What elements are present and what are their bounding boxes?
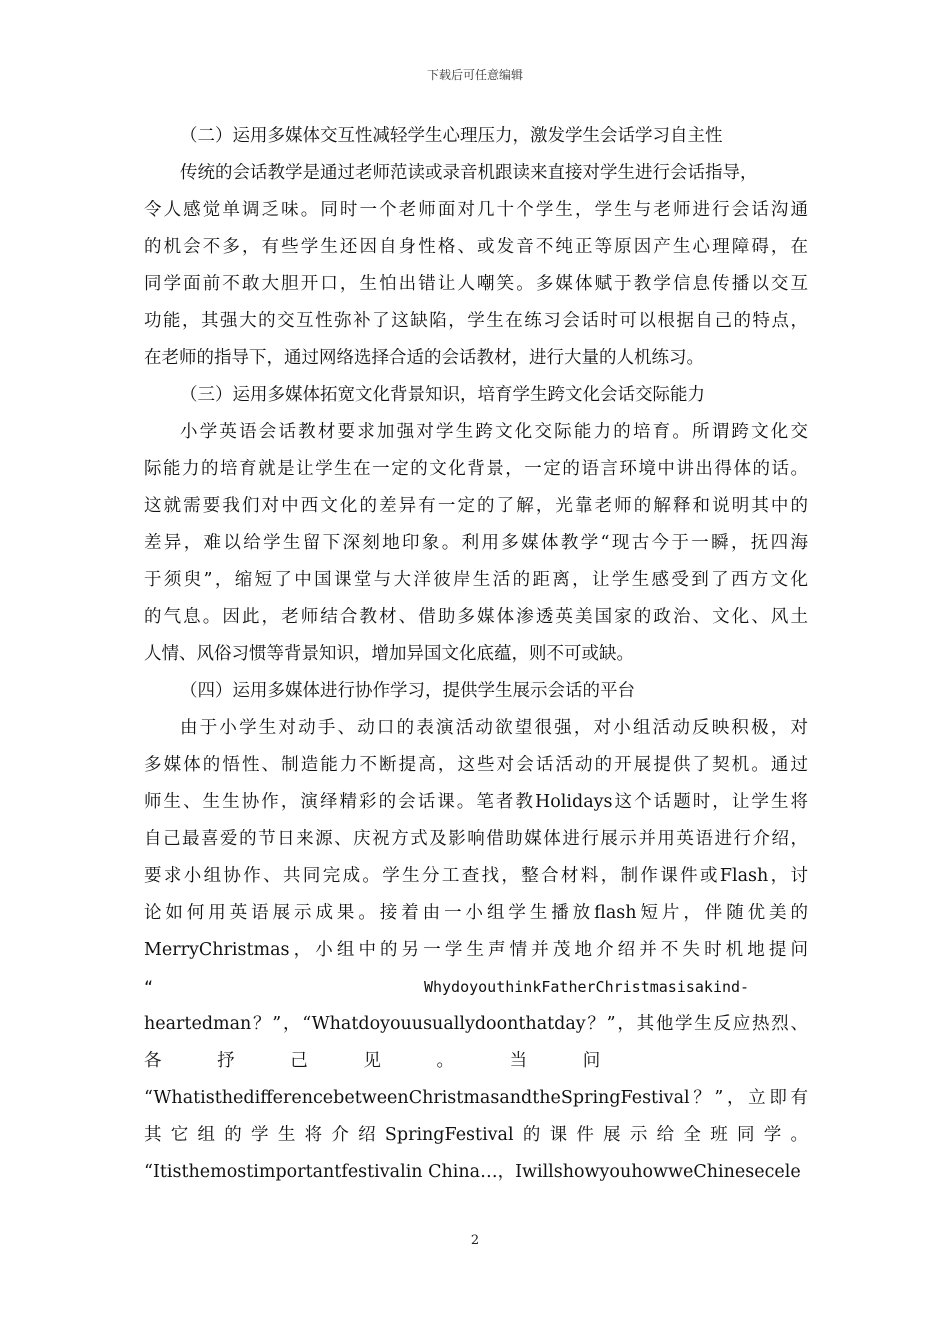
paragraph-line: MerryChristmas，小组中的另一学生声情并茂地介绍并不失时机地提问 xyxy=(144,940,808,960)
document-body xyxy=(144,118,808,1191)
paragraph-line: 于须臾”，缩短了中国课堂与大洋彼岸生活的距离，让学生感受到了西方文化 xyxy=(144,570,808,590)
paragraph-line: 功能，其强大的交互性弥补了这缺陷，学生在练习会话时可以根据自己的特点， xyxy=(144,311,808,331)
paragraph-line: 各 抒 己 见 。 当 问 xyxy=(144,1051,601,1071)
paragraph-line: 这就需要我们对中西文化的差异有一定的了解，光靠老师的解释和说明其中的 xyxy=(144,496,808,516)
section-heading-4: （四）运用多媒体进行协作学习，提供学生展示会话的平台 xyxy=(180,681,635,701)
section-heading-2: （二）运用多媒体交互性减轻学生心理压力，激发学生会话学习自主性 xyxy=(180,126,723,146)
paragraph-line: “Itisthemostimportantfestivalin China…，IwillshowyouhowweChinesecele xyxy=(144,1162,801,1182)
paragraph-line: 由于小学生对动手、动口的表演活动欲望很强，对小组活动反映积极，对 xyxy=(180,718,808,738)
paragraph-line: 自己最喜爱的节日来源、庆祝方式及影响借助媒体进行展示并用英语进行介绍， xyxy=(144,829,808,849)
paragraph-line: 要求小组协作、共同完成。学生分工查找，整合材料，制作课件或Flash，讨 xyxy=(144,866,808,886)
paragraph-line: 论如何用英语展示成果。接着由一小组学生播放flash短片，伴随优美的 xyxy=(144,903,808,923)
page-header: 下载后可任意编辑 xyxy=(426,68,523,82)
page-number: 2 xyxy=(470,1233,480,1248)
paragraph-line: 同学面前不敢大胆开口，生怕出错让人嘲笑。多媒体赋于教学信息传播以交互 xyxy=(144,274,808,294)
paragraph-line: 多媒体的悟性、制造能力不断提高，这些对会话活动的开展提供了契机。通过 xyxy=(144,755,808,775)
paragraph-line: heartedman？”，“Whatdoyouusuallydoonthatday？”，其他学生反应热烈、 xyxy=(144,1014,808,1034)
paragraph-line: “ WhydoyouthinkFatherChristmasisakind- xyxy=(144,978,750,996)
paragraph-line: 其它组的学生将介绍SpringFestival的课件展示给全班同学。 xyxy=(144,1125,808,1145)
paragraph-line: 的机会不多，有些学生还因自身性格、或发音不纯正等原因产生心理障碍，在 xyxy=(144,237,808,257)
paragraph-line: “WhatisthedifferencebetweenChristmasandtheSpringFestival？”，立即有 xyxy=(144,1088,808,1108)
paragraph-line: 的气息。因此，老师结合教材、借助多媒体渗透英美国家的政治、文化、风土 xyxy=(144,607,808,627)
paragraph-line: 际能力的培育就是让学生在一定的文化背景，一定的语言环境中讲出得体的话。 xyxy=(144,459,808,479)
paragraph-line: 令人感觉单调乏味。同时一个老师面对几十个学生，学生与老师进行会话沟通 xyxy=(144,200,808,220)
paragraph-line: 师生、生生协作，演绎精彩的会话课。笔者教Holidays这个话题时，让学生将 xyxy=(144,792,808,812)
paragraph-line: 小学英语会话教材要求加强对学生跨文化交际能力的培育。所谓跨文化交 xyxy=(180,422,808,442)
section-heading-3: （三）运用多媒体拓宽文化背景知识，培育学生跨文化会话交际能力 xyxy=(180,385,705,405)
paragraph-line: 在老师的指导下，通过网络选择合适的会话教材，进行大量的人机练习。 xyxy=(144,348,704,368)
paragraph-line: 人情、风俗习惯等背景知识，增加异国文化底蕴，则不可或缺。 xyxy=(144,644,634,664)
paragraph-line: 传统的会话教学是通过老师范读或录音机跟读来直接对学生进行会话指导， xyxy=(180,163,758,183)
paragraph-line: 差异，难以给学生留下深刻地印象。利用多媒体教学“现古今于一瞬，抚四海 xyxy=(144,533,808,553)
